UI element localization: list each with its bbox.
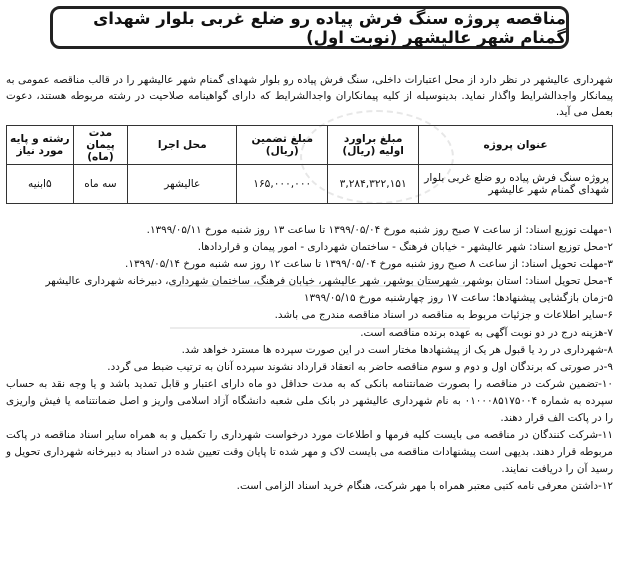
list-item: ۵-زمان بازگشایی پیشنهادها: ساعت ۱۷ روز چهارشنبه مورخ ۱۳۹۹/۰۵/۱۵ (303, 292, 613, 305)
header-category: رشته و پایه مورد نیاز (7, 126, 74, 165)
list-item: ۱۰-تضمین شرکت در مناقصه را بصورت ضمانتنامه بانکی که به مدت حداقل دو ماه دارای اعتبار و قابل تمدید باشد و یا وجه نقد به حساب سپرده به شماره ۰۱۰۰۰۸۵۱۷۵۰۰۴ به نام شهرداری عالیشهر در بانک ملی شعبه دانشگاه آزاد اسلامی واریز و اصل ضمانتنامه یا فیش واریزی را در پاکت الف قرار دهند. (6, 377, 613, 425)
list-item: ۱۲-داشتن معرفی نامه کتبی معتبر همراه با مهر شرکت، هنگام خرید اسناد الزامی است. (236, 480, 613, 493)
cell-duration: سه ماه (73, 165, 128, 204)
list-item: ۷-هزینه درج در دو نوبت آگهی به عهده برنده مناقصه است. (360, 326, 613, 339)
header-guarantee: مبلغ تضمین (ریال) (237, 126, 328, 165)
list-item: ۶-سایر اطلاعات و جزئیات مربوط به مناقصه در اسناد مناقصه مندرج می باشد. (274, 309, 613, 322)
list-item: ۴-محل تحویل اسناد: استان بوشهر، شهرستان بوشهر، شهر عالیشهر، خیابان فرهنگ، ساختمان شهرداری، دبیرخانه شهرداری عالیشهر (45, 275, 613, 288)
list-item: ۳-مهلت تحویل اسناد: از ساعت ۸ صبح روز شنبه مورخ ۱۳۹۹/۰۵/۰۴ تا ساعت ۱۲ روز سه شنبه مورخ ۱۳۹۹/۰۵/۱۴. (125, 258, 613, 271)
cell-category: ۵ابنیه (7, 165, 74, 204)
header-location: محل اجرا (128, 126, 237, 165)
list-item: ۹-در صورتی که برندگان اول و دوم و سوم مناقصه حاضر به انعقاد قرارداد نشوند سپرده آنان به ترتیب ضبط می گردد. (107, 360, 613, 373)
header-duration: مدت پیمان (ماه) (73, 126, 128, 165)
cell-location: عالیشهر (128, 165, 237, 204)
notice-title: مناقصه پروژه سنگ فرش پیاده رو ضلع غربی بلوار شهدای گمنام شهر عالیشهر (نوبت اول) (50, 6, 569, 49)
cell-project-title: پروژه سنگ فرش پیاده رو ضلع غربی بلوار شهدای گمنام شهر عالیشهر (419, 165, 613, 204)
header-project-title: عنوان پروژه (419, 126, 613, 165)
cell-guarantee: ۱۶۵,۰۰۰,۰۰۰ (237, 165, 328, 204)
list-item: ۱-مهلت توزیع اسناد: از ساعت ۷ صبح روز شنبه مورخ ۱۳۹۹/۰۵/۰۴ تا ساعت ۱۳ روز شنبه مورخ ۱۳۹۹/۰۵/۱۱. (146, 224, 613, 236)
header-estimate: مبلغ براورد اولیه (ریال) (328, 126, 419, 165)
table-row (7, 165, 613, 204)
list-item: ۱۱-شرکت کنندگان در مناقصه می بایست کلیه فرمها و اطلاعات مورد درخواست شهرداری را تکمیل و به همراه سایر اسناد مناقصه در پاکت مربوطه قرار دهند. بدیهی است پیشنهادات مناقصه می بایست لاک و مهر شده تا پایان وقت تعیین شده در اسناد به دبیرخانه شهرداری تحویل و رسید آن را دریافت نمایند. (6, 429, 613, 476)
intro-paragraph: شهرداری عالیشهر در نظر دارد از محل اعتبارات داخلی، سنگ فرش پیاده رو بلوار شهدای گمنام شهر عالیشهر را در قالب مناقصه عمومی به پیمانکار واجدالشرایط واگذار نماید. بدینوسیله از کلیه پیمانکاران واجدالشرایط که دارای گواهینامه صلاحیت در رشته مربوطه هستند، دعوت بعمل می آید. (6, 74, 613, 118)
list-item: ۸-شهرداری در رد یا قبول هر یک از پیشنهادها مختار است در این صورت سپرده ها مسترد خواهد شد. (181, 343, 613, 356)
conditions-list (6, 222, 613, 496)
cell-estimate: ۳,۲۸۴,۳۲۲,۱۵۱ (328, 165, 419, 204)
list-item: ۲-محل توزیع اسناد: شهر عالیشهر - خیابان فرهنگ - ساختمان شهرداری - امور پیمان و قراردادها. (197, 241, 613, 254)
table-header-row (7, 126, 613, 165)
tender-table (6, 125, 613, 204)
